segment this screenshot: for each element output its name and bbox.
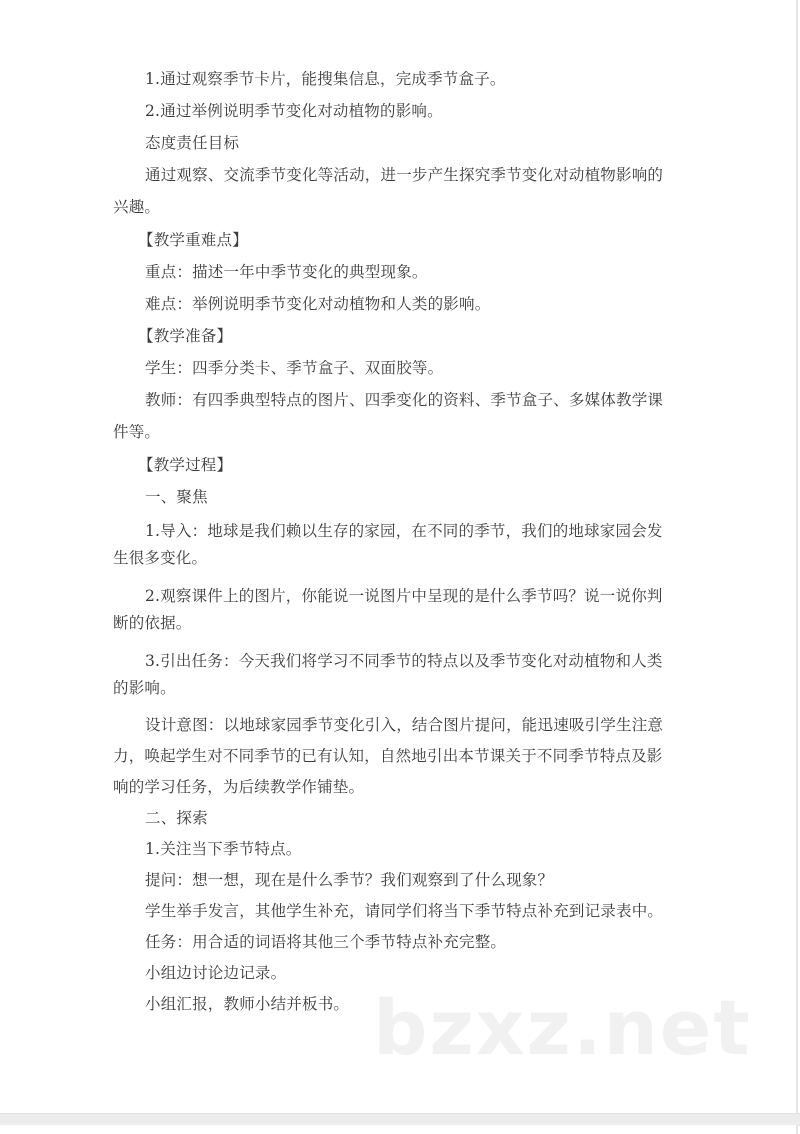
paragraph-continuation: 兴趣。 [113, 198, 161, 216]
paragraph-line: 二、探索 [145, 809, 208, 827]
paragraph-continuation: 响的学习任务，为后续教学作铺垫。 [113, 778, 365, 796]
paragraph-continuation: 力，唤起学生对不同季节的已有认知，自然地引出本节课关于不同季节特点及影 [113, 747, 663, 765]
paragraph-continuation: 的影响。 [113, 679, 176, 697]
section-heading: 【教学准备】 [138, 327, 233, 345]
paragraph-continuation: 断的依据。 [113, 614, 192, 632]
paragraph-line: 2.观察课件上的图片，你能说一说图片中呈现的是什么季节吗？说一说你判 [145, 587, 663, 605]
paragraph-line: 重点：描述一年中季节变化的典型现象。 [145, 263, 428, 281]
paragraph-line: 学生举手发言，其他学生补充，请同学们将当下季节特点补充到记录表中。 [145, 902, 664, 920]
paragraph-line: 1.关注当下季节特点。 [145, 840, 302, 858]
section-heading: 【教学过程】 [138, 456, 233, 474]
paragraph-line: 学生：四季分类卡、季节盒子、双面胶等。 [145, 359, 444, 377]
paragraph-continuation: 生很多变化。 [113, 549, 208, 567]
paragraph-line: 通过观察、交流季节变化等活动，进一步产生探究季节变化对动植物影响的 [145, 166, 664, 184]
section-heading: 【教学重难点】 [138, 231, 248, 249]
paragraph-line: 一、聚焦 [145, 488, 208, 506]
paragraph-line: 小组边讨论边记录。 [145, 964, 287, 982]
paragraph-line: 1.通过观察季节卡片，能搜集信息，完成季节盒子。 [145, 70, 506, 88]
watermark: bzxz.net [373, 983, 752, 1072]
paragraph-line: 3.引出任务：今天我们将学习不同季节的特点以及季节变化对动植物和人类 [145, 652, 663, 670]
paragraph-continuation: 件等。 [113, 423, 161, 441]
paragraph-line: 任务：用合适的词语将其他三个季节特点补充完整。 [145, 933, 507, 951]
paragraph-line: 2.通过举例说明季节变化对动植物的影响。 [145, 102, 443, 120]
paragraph-line: 1.导入：地球是我们赖以生存的家园，在不同的季节，我们的地球家园会发 [145, 522, 663, 540]
paragraph-line: 设计意图：以地球家园季节变化引入，结合图片提问，能迅速吸引学生注意 [145, 716, 664, 734]
paragraph-line: 小组汇报，教师小结并板书。 [145, 995, 350, 1013]
paragraph-line: 提问：想一想，现在是什么季节？我们观察到了什么现象？ [145, 871, 554, 889]
paragraph-line: 教师：有四季典型特点的图片、四季变化的资料、季节盒子、多媒体教学课 [145, 391, 664, 409]
paragraph-line: 难点：举例说明季节变化对动植物和人类的影响。 [145, 295, 491, 313]
next-page-edge [0, 1125, 798, 1134]
paragraph-line: 态度责任目标 [145, 134, 240, 152]
